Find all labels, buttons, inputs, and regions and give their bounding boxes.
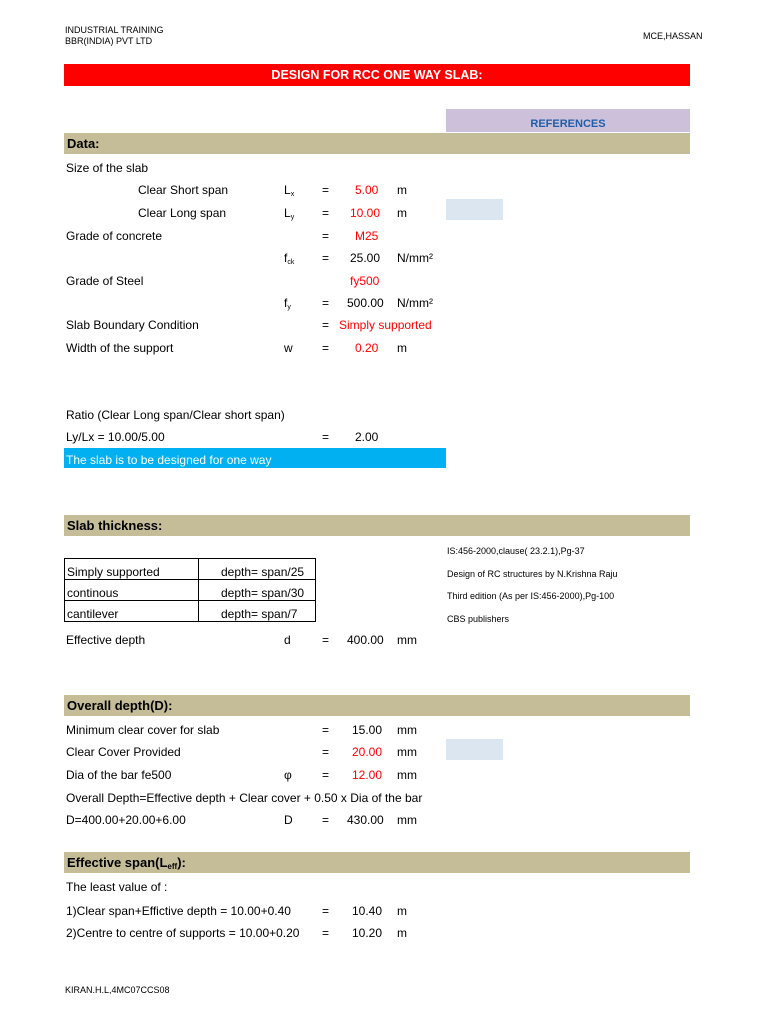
grade-of-concrete-value[interactable]: M25 bbox=[355, 229, 379, 243]
fy-symbol: $f_y$ bbox=[284, 296, 291, 311]
table-cell-case: Simply supported bbox=[65, 559, 199, 580]
table-row bbox=[65, 601, 316, 622]
page-title: DESIGN FOR RCC ONE WAY SLAB: bbox=[64, 64, 690, 86]
span-option-2-label: 2)Centre to centre of supports = 10.00+0.20 bbox=[66, 926, 300, 940]
table-cell-rule: depth= span/30 bbox=[199, 580, 316, 601]
equals-sign: = bbox=[322, 229, 330, 243]
clear-long-span-value[interactable]: 10.00 bbox=[350, 206, 381, 220]
support-width-label: Width of the support bbox=[66, 341, 174, 355]
cover-provided-value[interactable]: 20.00 bbox=[352, 745, 383, 759]
bar-dia-unit: mm bbox=[397, 768, 417, 782]
input-cell[interactable] bbox=[446, 199, 503, 220]
equals-sign: = bbox=[322, 768, 330, 782]
span-option-1-value: 10.40 bbox=[352, 904, 383, 918]
table-cell-rule: depth= span/7 bbox=[199, 601, 316, 622]
support-width-unit: m bbox=[397, 341, 407, 355]
one-way-note: The slab is to be designed for one way bbox=[64, 448, 446, 468]
support-width-value[interactable]: 0.20 bbox=[355, 341, 379, 355]
span-option-2-unit: m bbox=[397, 926, 407, 940]
section-data-heading: Data: bbox=[64, 133, 690, 154]
table-cell-case: cantilever bbox=[65, 601, 199, 622]
min-cover-unit: mm bbox=[397, 723, 417, 737]
fy-unit: N/mm² bbox=[397, 296, 433, 310]
table-cell-case: continous bbox=[65, 580, 199, 601]
clear-short-span-unit: m bbox=[397, 183, 407, 197]
clear-short-span-value[interactable]: 5.00 bbox=[355, 183, 379, 197]
cover-provided-unit: mm bbox=[397, 745, 417, 759]
overall-depth-calc: D=400.00+20.00+6.00 bbox=[66, 813, 186, 827]
bar-dia-label: Dia of the bar fe500 bbox=[66, 768, 172, 782]
depth-ratio-table bbox=[64, 558, 316, 622]
cover-provided-label: Clear Cover Provided bbox=[66, 745, 181, 759]
clear-long-span-label: Clear Long span bbox=[138, 206, 227, 220]
clear-short-span-symbol: $L_x$ bbox=[284, 183, 295, 198]
span-option-1-unit: m bbox=[397, 904, 407, 918]
min-cover-label: Minimum clear cover for slab bbox=[66, 723, 220, 737]
header-college: MCE,HASSAN bbox=[643, 31, 703, 41]
ratio-label: Ratio (Clear Long span/Clear short span) bbox=[66, 408, 285, 422]
grade-of-steel-value[interactable]: fy500 bbox=[350, 274, 380, 288]
overall-depth-unit: mm bbox=[397, 813, 417, 827]
effective-depth-label: Effective depth bbox=[66, 633, 146, 647]
boundary-condition-label: Slab Boundary Condition bbox=[66, 318, 199, 332]
grade-of-concrete-label: Grade of concrete bbox=[66, 229, 163, 243]
boundary-condition-value[interactable]: Simply supported bbox=[339, 318, 432, 332]
equals-sign: = bbox=[322, 430, 330, 444]
equals-sign: = bbox=[322, 318, 330, 332]
equals-sign: = bbox=[322, 926, 330, 940]
equals-sign: = bbox=[322, 296, 330, 310]
reference-line: Design of RC structures by N.Krishna Raju bbox=[447, 569, 618, 579]
bar-dia-value[interactable]: 12.00 bbox=[352, 768, 383, 782]
effective-depth-symbol: d bbox=[284, 633, 291, 647]
overall-depth-value: 430.00 bbox=[347, 813, 384, 827]
table-row bbox=[65, 580, 316, 601]
fck-symbol: $f_{ck}$ bbox=[284, 251, 295, 266]
effective-depth-value: 400.00 bbox=[347, 633, 384, 647]
ratio-expression: Ly/Lx = 10.00/5.00 bbox=[66, 430, 165, 444]
reference-line: IS:456-2000,clause( 23.2.1),Pg-37 bbox=[447, 546, 585, 556]
clear-long-span-unit: m bbox=[397, 206, 407, 220]
table-cell-rule: depth= span/25 bbox=[199, 559, 316, 580]
reference-line: Third edition (As per IS:456-2000),Pg-100 bbox=[447, 591, 615, 601]
equals-sign: = bbox=[322, 813, 330, 827]
references-header: REFERENCES bbox=[446, 109, 690, 132]
equals-sign: = bbox=[322, 904, 330, 918]
input-cell[interactable] bbox=[446, 739, 503, 760]
equals-sign: = bbox=[322, 206, 330, 220]
footer-author: KIRAN.H.L,4MC07CCS08 bbox=[65, 985, 170, 995]
bar-dia-symbol: φ bbox=[284, 768, 292, 782]
support-width-symbol: w bbox=[284, 341, 293, 355]
header-org-line1: INDUSTRIAL TRAINING bbox=[65, 25, 164, 35]
ratio-value: 2.00 bbox=[355, 430, 379, 444]
size-of-slab-label: Size of the slab bbox=[66, 161, 149, 175]
equals-sign: = bbox=[322, 745, 330, 759]
least-value-label: The least value of : bbox=[66, 880, 168, 894]
header-org-line2: BBR(INDIA) PVT LTD bbox=[65, 36, 153, 46]
effective-depth-unit: mm bbox=[397, 633, 417, 647]
span-option-2-value: 10.20 bbox=[352, 926, 383, 940]
clear-long-span-symbol: $L_y$ bbox=[284, 206, 295, 221]
reference-line: CBS publishers bbox=[447, 614, 510, 624]
fy-value: 500.00 bbox=[347, 296, 384, 310]
equals-sign: = bbox=[322, 251, 330, 265]
grade-of-steel-label: Grade of Steel bbox=[66, 274, 144, 288]
min-cover-value: 15.00 bbox=[352, 723, 383, 737]
span-option-1-label: 1)Clear span+Effictive depth = 10.00+0.40 bbox=[66, 904, 291, 918]
clear-short-span-label: Clear Short span bbox=[138, 183, 229, 197]
fck-unit: N/mm² bbox=[397, 251, 433, 265]
equals-sign: = bbox=[322, 723, 330, 737]
overall-depth-symbol: D bbox=[284, 813, 293, 827]
overall-depth-formula: Overall Depth=Effective depth + Clear cover + 0.50 x Dia of the bar bbox=[66, 791, 423, 805]
table-row bbox=[65, 559, 316, 580]
fck-value: 25.00 bbox=[350, 251, 381, 265]
section-effective-span-heading: Effective $span(L_{eff})$: bbox=[64, 852, 690, 873]
equals-sign: = bbox=[322, 183, 330, 197]
equals-sign: = bbox=[322, 633, 330, 647]
equals-sign: = bbox=[322, 341, 330, 355]
section-overall-depth-heading: Overall depth(D): bbox=[64, 695, 690, 716]
section-slab-thickness-heading: Slab thickness: bbox=[64, 515, 690, 536]
